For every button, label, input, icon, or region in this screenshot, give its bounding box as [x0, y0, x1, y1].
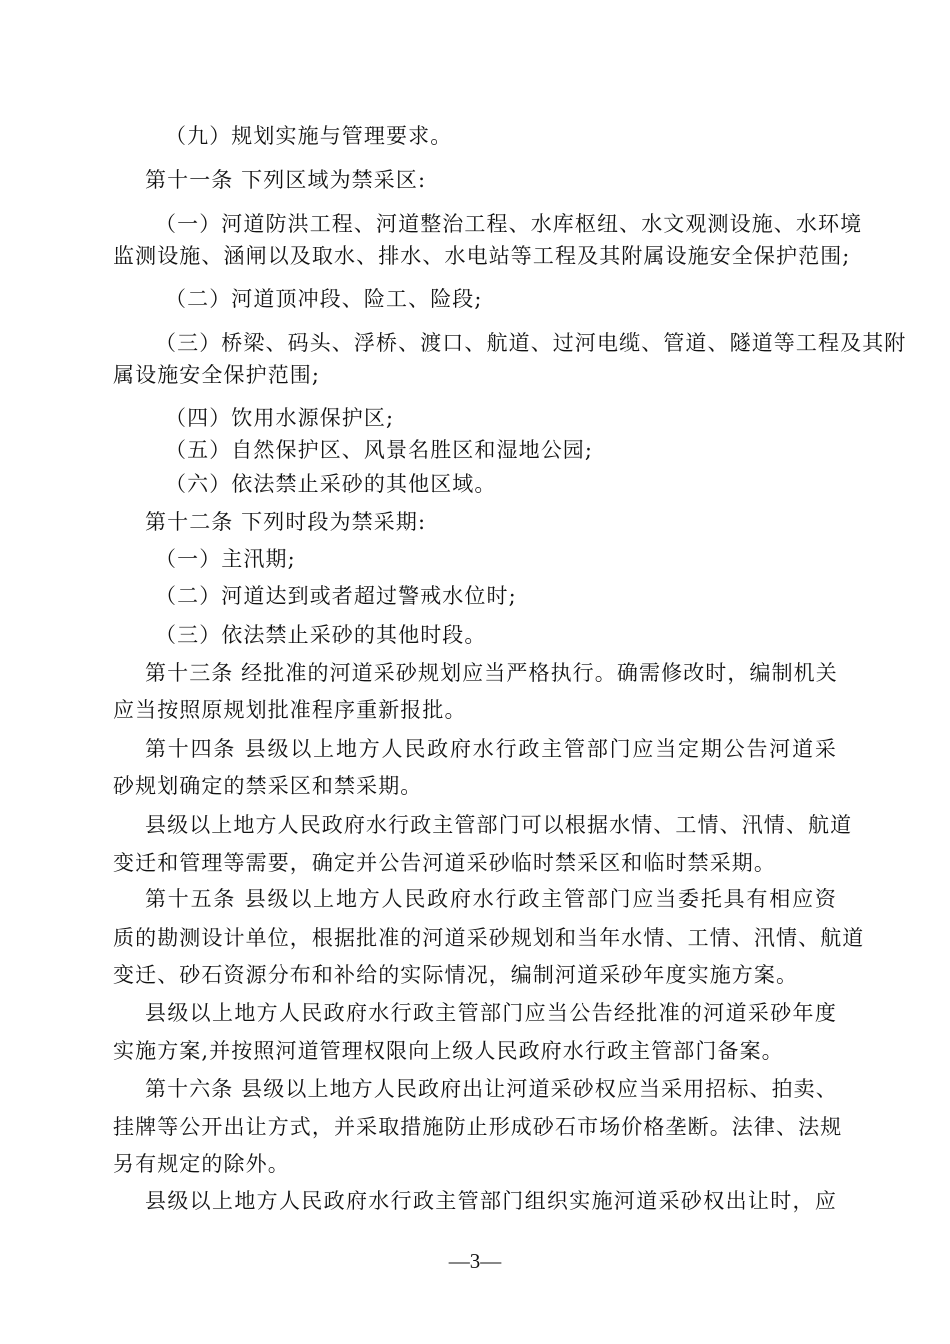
text-line: （九）规划实施与管理要求。 [165, 124, 453, 148]
text-line: 质的勘测设计单位，根据批准的河道采砂规划和当年水情、工情、汛情、航道 [113, 926, 865, 950]
text-line: 第十六条 县级以上地方人民政府出让河道采砂权应当采用招标、拍卖、 [145, 1077, 838, 1101]
text-line: （三）桥梁、码头、浮桥、渡口、航道、过河电缆、管道、隧道等工程及其附 [155, 331, 907, 355]
text-line: 县级以上地方人民政府水行政主管部门可以根据水情、工情、汛情、航道 [145, 813, 853, 837]
text-line: 变迁和管理等需要，确定并公告河道采砂临时禁采区和临时禁采期。 [113, 851, 776, 875]
text-line: 第十四条 县级以上地方人民政府水行政主管部门应当定期公告河道采 [145, 737, 837, 761]
text-line: 应当按照原规划批准程序重新报批。 [113, 698, 467, 722]
text-line: 县级以上地方人民政府水行政主管部门组织实施河道采砂权出让时，应 [145, 1189, 837, 1213]
text-line: 第十五条 县级以上地方人民政府水行政主管部门应当委托具有相应资 [145, 887, 837, 911]
page-number: —3— [448, 1249, 502, 1273]
text-line: 挂牌等公开出让方式，并采取措施防止形成砂石市场价格垄断。法律、法规 [113, 1115, 843, 1139]
text-line: 第十二条 下列时段为禁采期: [145, 510, 427, 534]
text-line: （三）依法禁止采砂的其他时段。 [155, 623, 487, 647]
text-line: 变迁、砂石资源分布和补给的实际情况，编制河道采砂年度实施方案。 [113, 963, 799, 987]
text-line: 县级以上地方人民政府水行政主管部门应当公告经批准的河道采砂年度 [145, 1001, 837, 1025]
text-line: 第十一条 下列区域为禁采区: [145, 168, 427, 192]
text-line: （五）自然保护区、风景名胜区和湿地公园; [165, 438, 594, 462]
text-line: （二）河道达到或者超过警戒水位时; [155, 584, 517, 608]
text-line: 属设施安全保护范围; [113, 363, 321, 387]
text-line: 第十三条 经批准的河道采砂规划应当严格执行。确需修改时，编制机关 [145, 661, 838, 685]
text-line: （一）主汛期; [155, 547, 296, 571]
text-line: （四）饮用水源保护区; [165, 406, 395, 430]
text-line: 另有规定的除外。 [113, 1152, 290, 1176]
text-line: 砂规划确定的禁采区和禁采期。 [113, 774, 423, 798]
text-line: （一）河道防洪工程、河道整治工程、水库枢纽、水文观测设施、水环境 [155, 212, 863, 236]
text-line: 监测设施、涵闸以及取水、排水、水电站等工程及其附属设施安全保护范围; [113, 244, 851, 268]
text-line: （二）河道顶冲段、险工、险段; [165, 287, 483, 311]
text-line: （六）依法禁止采砂的其他区域。 [165, 472, 497, 496]
text-line: 实施方案,并按照河道管理权限向上级人民政府水行政主管部门备案。 [113, 1039, 784, 1063]
